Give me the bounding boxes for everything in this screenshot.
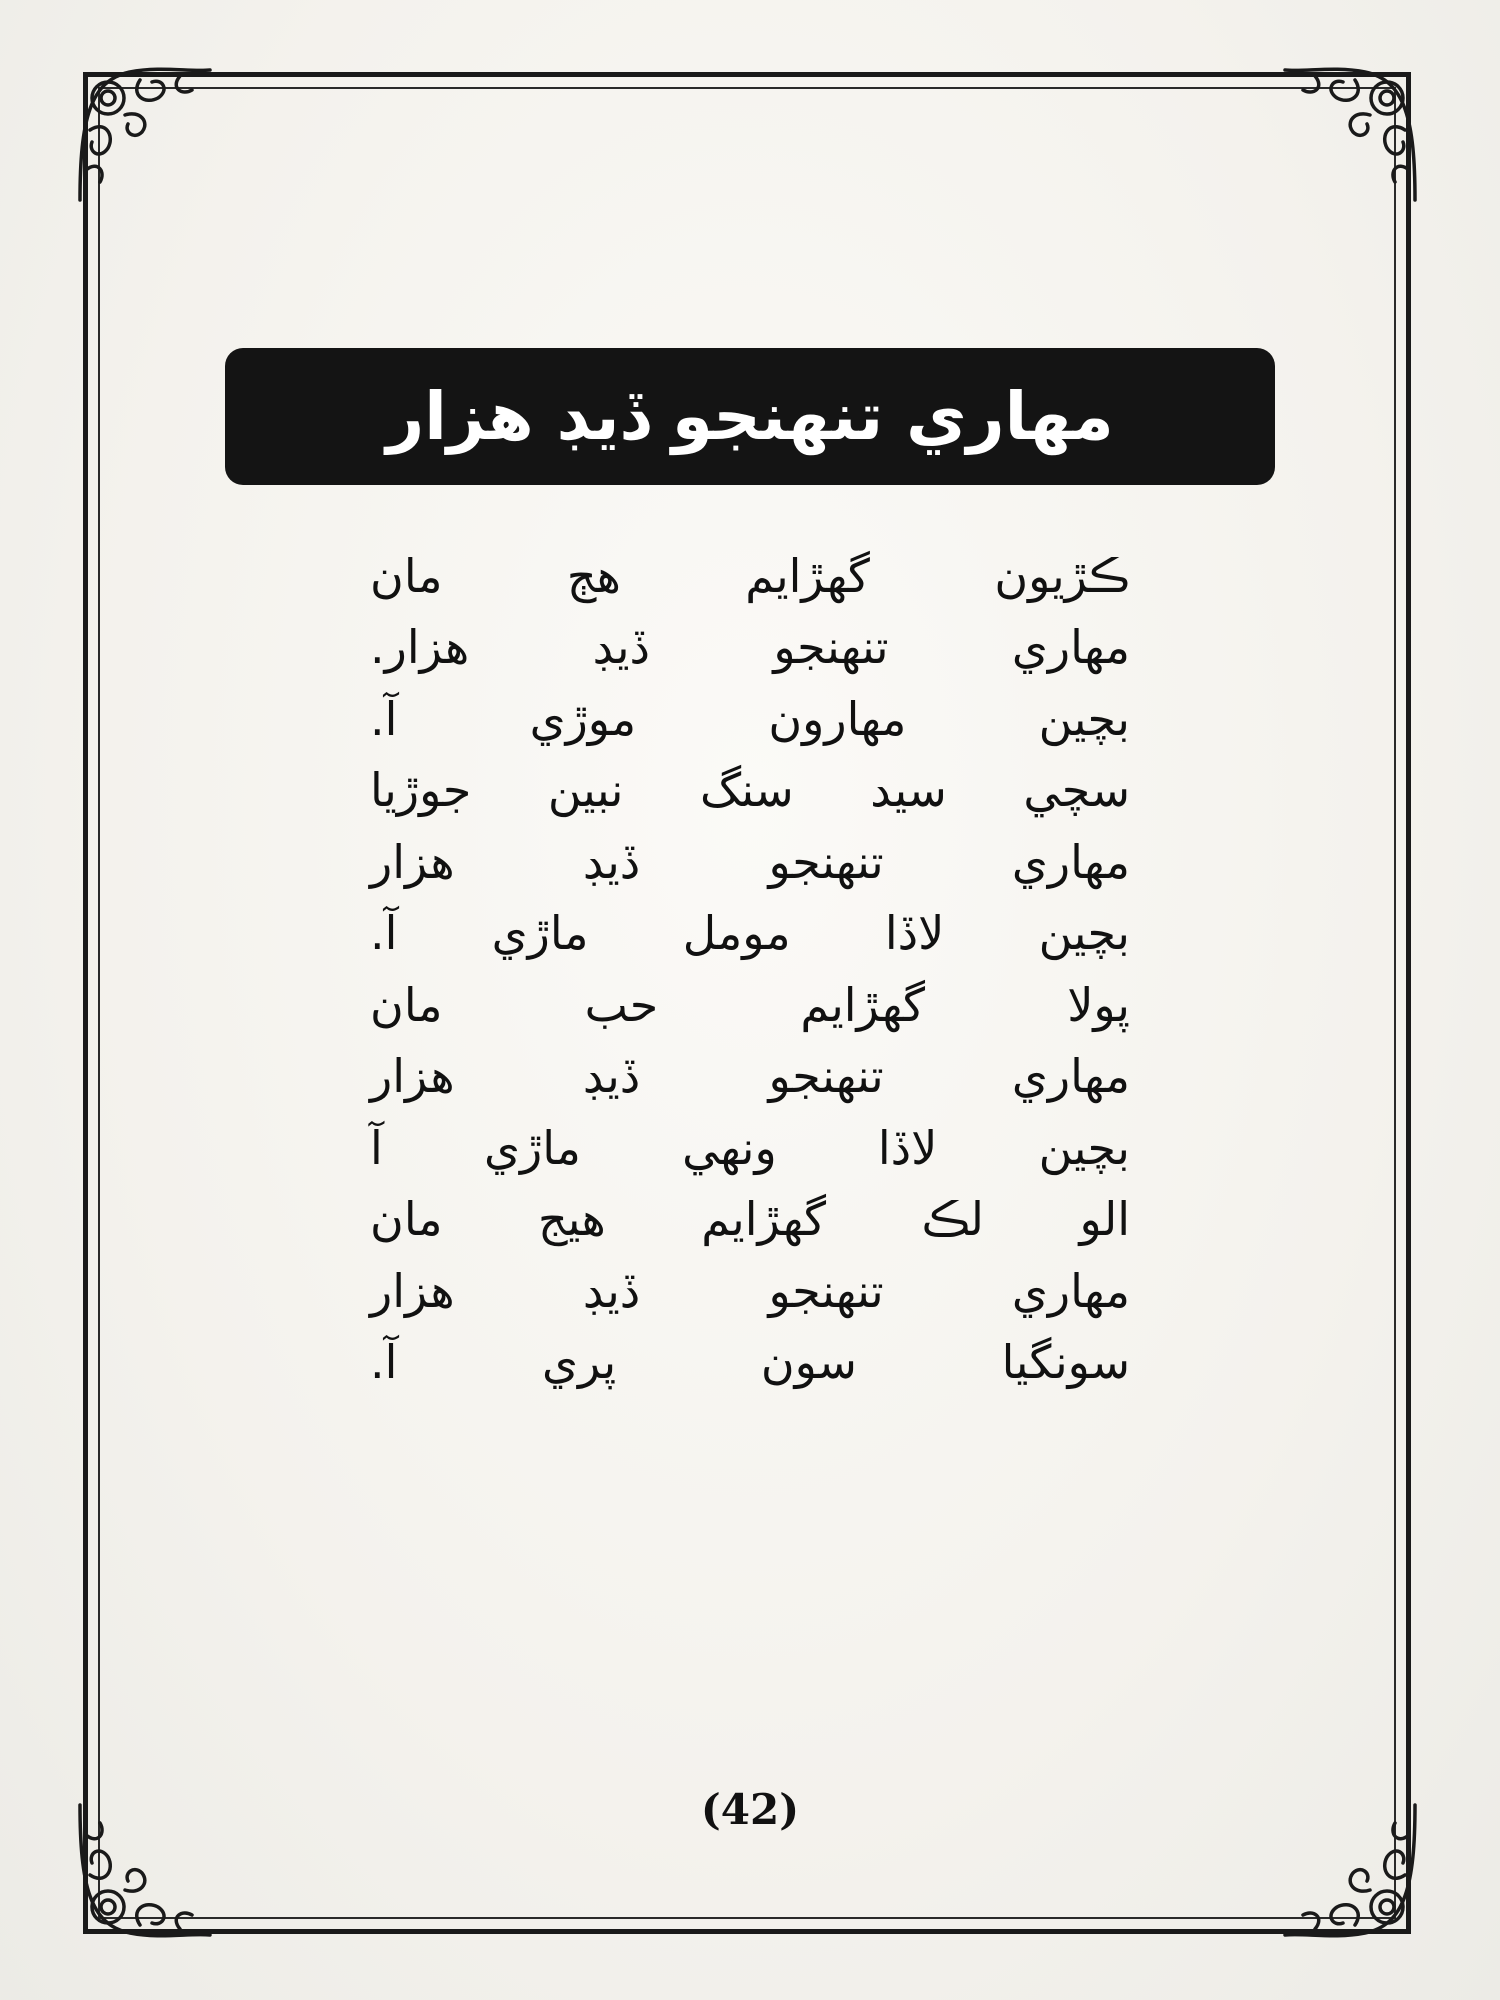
poem-word: مهاري [1011,834,1130,889]
poem-word: موڙي [529,691,637,746]
poem-word: ڏيڊ [582,834,641,889]
poem-word: تنهنجو [768,1263,884,1318]
poem-word: بچين [1038,691,1130,746]
poem-line [370,683,1130,755]
poem-line [370,826,1130,898]
poem-word: گهڙايم [745,548,870,603]
poem-word: هزار [370,834,455,889]
poem-word: پولا [1067,977,1130,1032]
poem-word: آ. [370,691,398,746]
poem-word: مان [370,1192,443,1247]
poem-word: هزار. [370,620,470,675]
poem-word: ڏيڊ [582,1263,641,1318]
poem-title: مهاري تنهنجو ڏيڊ هزار [386,377,1114,455]
poem-word: حب [584,977,659,1032]
poem-word: هزار [370,1049,455,1104]
poem-word: مان [370,977,443,1032]
poem-word: هزار [370,1263,455,1318]
ornamental-corner-icon [70,60,220,210]
poem-word: ماڙي [484,1120,581,1175]
poem-word: مهاري [1011,1263,1130,1318]
poem-word: پري [542,1335,617,1390]
poem-line [370,898,1130,970]
poem-word: مهاري [1011,1049,1130,1104]
poem-line [370,612,1130,684]
poem-word: لڪ [921,1192,984,1247]
ornamental-corner-icon [1275,60,1425,210]
poem-line [370,1112,1130,1184]
poem-word: گهڙايم [800,977,926,1032]
poem-word: آ. [370,1335,398,1390]
poem-word: ونهي [682,1120,777,1175]
poem-line [370,969,1130,1041]
poem-line [370,540,1130,612]
poem-line [370,1255,1130,1327]
poem-line [370,1184,1130,1256]
poem-word: ڏيڊ [582,1049,641,1104]
page-number: (42) [700,1785,800,1834]
poem-word: هڄ [566,548,621,603]
poem-word: لاڏا [877,1120,938,1175]
poem-word: آ [370,1120,383,1175]
poem-word: ڪڙيون [994,548,1130,603]
poem-word: سنگ [700,763,794,818]
poem-title-bar [225,348,1275,485]
poem-word: بچين [1038,1120,1130,1175]
poem-word: ماڙي [491,906,589,961]
poem-word: مهارون [768,691,907,746]
poem-word: سيد [870,763,947,818]
poem-word: بچين [1038,906,1130,961]
poem-word: تنهنجو [768,1049,884,1104]
poem-word: سچي [1023,763,1130,818]
poem-word: گهڙايم [701,1192,826,1247]
poem-word: نبين [547,763,624,818]
poem-word: سون [760,1335,857,1390]
poem-word: ڏيڊ [592,620,651,675]
poem-word: تنهنجو [768,834,884,889]
poem-body [370,540,1130,1398]
poem-line [370,1041,1130,1113]
poem-word: مهاري [1011,620,1130,675]
poem-word: الو [1079,1192,1130,1247]
poem-line [370,1327,1130,1399]
poem-word: مومل [682,906,791,961]
poem-word: هيج [537,1192,606,1247]
poem-word: تنهنجو [773,620,889,675]
poem-word: جوڙيا [370,763,472,818]
poem-word: لاڏا [884,906,945,961]
poem-word: مان [370,548,443,603]
poem-word: آ. [370,906,398,961]
poem-line [370,755,1130,827]
poem-word: سونگيا [1001,1335,1130,1390]
